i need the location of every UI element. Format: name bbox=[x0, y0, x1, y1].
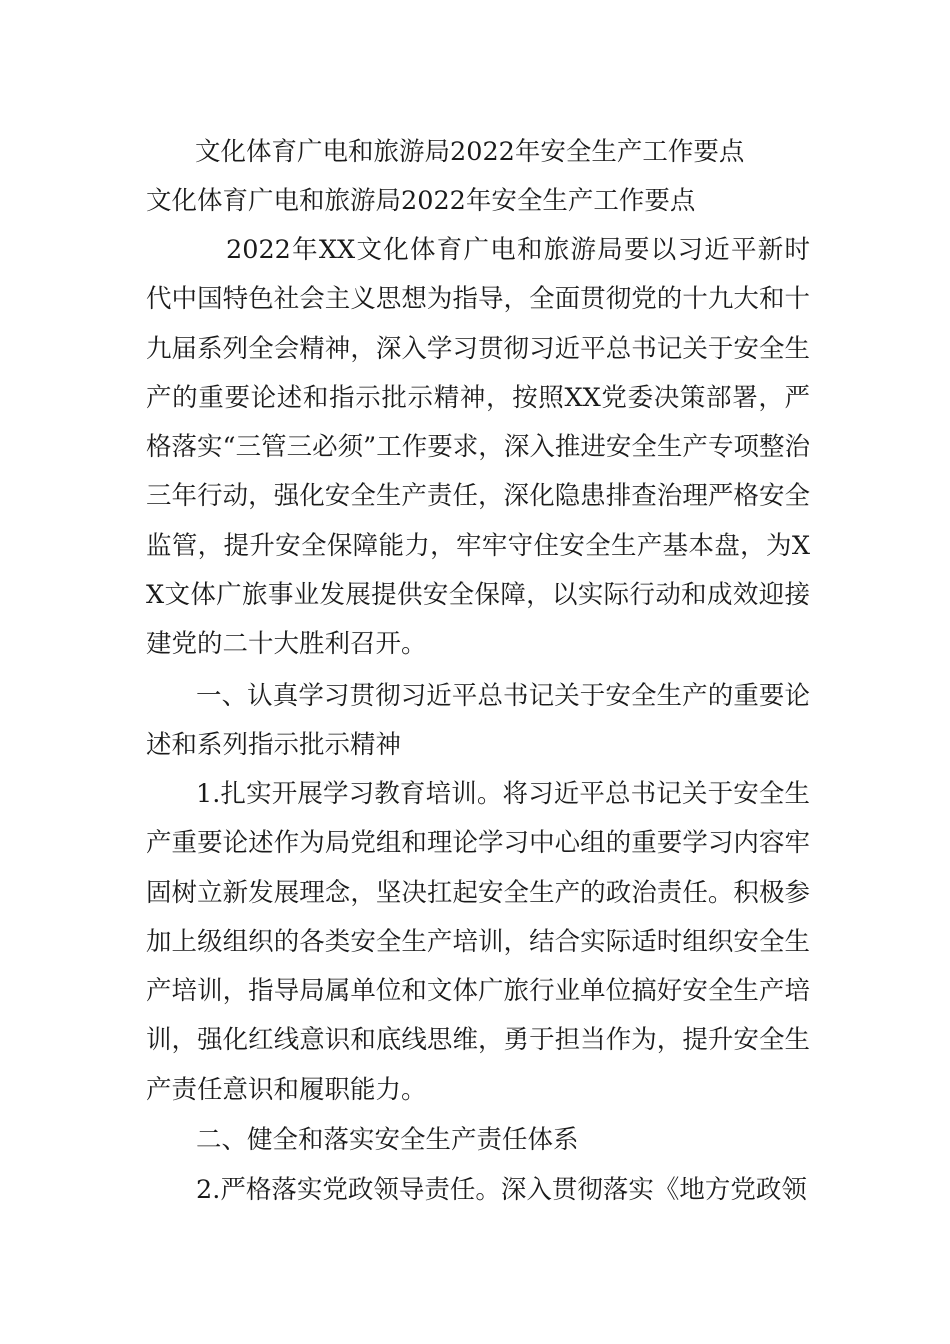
intro-paragraph: 2022年XX文化体育广电和旅游局要以习近平新时代中国特色社会主义思想为指导，全面贯彻党的十九大和十九届系列全会精神，深入学习贯彻习近平总书记关于安全生产的重要论述和指示批示精神，按照XX党委决策部署，严格落实“三管三必须”工作要求，深入推进安全生产专项整治三年行动，强化安全生产责任，深化隐患排查治理严格安全监管，提升安全保障能力，牢牢守住安全生产基本盘，为XX文体广旅事业发展提供安全保障，以实际行动和成效迎接建党的二十大胜利召开。 bbox=[146, 235, 810, 660]
section-heading-1: 一、认真学习贯彻习近平总书记关于安全生产的重要论述和系列指示批示精神 bbox=[146, 681, 810, 761]
item-paragraph-1: 1.扎实开展学习教育培训。将习近平总书记关于安全生产重要论述作为局党组和理论学习中心组的重要学习内容牢固树立新发展理念，坚决扛起安全生产的政治责任。积极参加上级组织的各类安全生产培训，结合实际适时组织安全生产培训，指导局属单位和文体广旅行业单位搞好安全生产培训，强化红线意识和底线思维，勇于担当作为，提升安全生产责任意识和履职能力。 bbox=[146, 779, 810, 1105]
document-subtitle: 文化体育广电和旅游局2022年安全生产工作要点 bbox=[146, 186, 696, 216]
item-paragraph-2: 2.严格落实党政领导责任。深入贯彻落实《地方党政领 bbox=[196, 1175, 807, 1205]
document-title: 文化体育广电和旅游局2022年安全生产工作要点 bbox=[195, 137, 745, 167]
section-heading-2: 二、健全和落实安全生产责任体系 bbox=[196, 1125, 579, 1155]
